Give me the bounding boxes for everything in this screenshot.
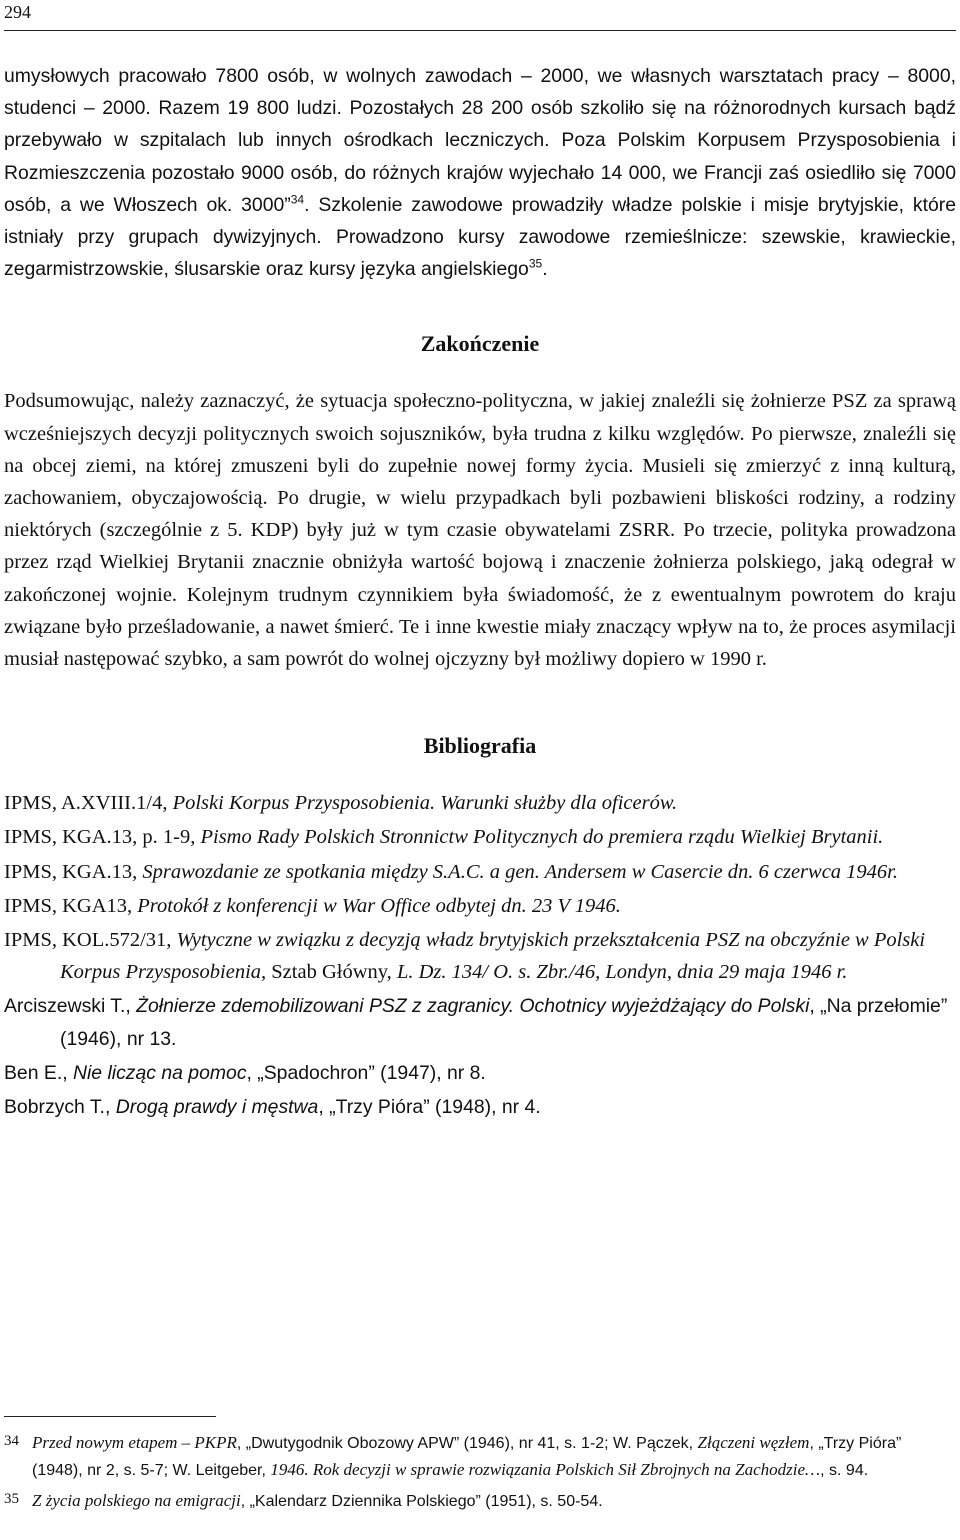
footnote-text: , „Kalendarz Dziennika Polskiego” (1951), s. 50-54. — [240, 1493, 603, 1510]
footnote-ref-34[interactable]: 34 — [290, 192, 305, 207]
entry-title: Sprawozdanie ze spotkania między S.A.C. a gen. Andersem w Casercie dn. 6 czerwca 1946r. — [142, 860, 898, 883]
bibliography-entry — [4, 924, 956, 988]
intro-text: umysłowych pracowało 7800 osób, w wolnych zawodach – 2000, we własnych warsztatach pracy – 8000, studenci – 2000. Razem 19 800 ludzi. Pozostałych 28 200 osób szkoliło się na różnorodnych kursach bądź przebywało w szpitalach lub innych ośrodkach leczniczych. Poza Polskim Korpusem Przysposobienia i Rozmieszczenia pozostało 9000 osób, do różnych krajów wyjechało 14 000, we Francji zaś osiedliło się 7000 osób, a we Włoszech ok. 3000” — [4, 65, 956, 216]
entry-prefix: Ben E., — [4, 1061, 73, 1084]
bibliography-entry — [4, 990, 956, 1054]
footnote-number: 35 — [4, 1491, 19, 1507]
bibliography-entry — [4, 821, 956, 853]
footnote-title: Z życia polskiego na emigracji — [32, 1491, 241, 1510]
entry-prefix: IPMS, A.XVIII.1/4, — [4, 792, 173, 815]
header-rule — [4, 30, 956, 31]
footnote-title: Przed nowym etapem – PKPR — [32, 1433, 237, 1452]
intro-text-2: . Szkolenie zawodowe prowadziły władze polskie i misje brytyjskie, które istniały przy grupach dywizyjnych. Prowadzono kursy zawodowe rzemieślnicze: szewskie, krawieckie, zegarmistrzowskie, ślusarskie oraz kursy języka angielskiego — [4, 193, 956, 281]
entry-title: Pismo Rady Polskich Stronnictw Politycznych do premiera rządu Wielkiej Brytanii. — [200, 826, 884, 849]
entry-prefix: IPMS, KOL.572/31, — [4, 929, 177, 952]
footnote-ref-35[interactable]: 35 — [528, 256, 543, 271]
footnote-text: , „Dwutygodnik Obozowy APW” (1946), nr 41, s. 1-2; W. Pączek, — [236, 1435, 698, 1452]
conclusion-heading: Zakończenie — [420, 331, 540, 357]
footnote-number: 34 — [4, 1433, 19, 1449]
footnote-text-3: , s. 94. — [820, 1462, 869, 1479]
entry-suffix: , „Na przełomie” (1946), nr 13. — [60, 995, 948, 1050]
entry-title: Drogą prawdy i męstwa — [115, 1096, 319, 1119]
footnote-separator — [4, 1416, 216, 1417]
intro-paragraph — [4, 60, 956, 285]
entry-prefix: Arciszewski T., — [4, 995, 137, 1018]
bibliography-entry — [4, 1091, 956, 1123]
bibliography-heading: Bibliografia — [423, 733, 537, 759]
entry-title: Polski Korpus Przysposobienia. Warunki służby dla oficerów. — [172, 792, 678, 815]
entry-prefix: IPMS, KGA.13, — [4, 860, 143, 883]
intro-text-3: . — [542, 258, 548, 281]
footnotes — [4, 1430, 952, 1519]
entry-middle: Sztab Główny, — [266, 961, 397, 984]
bibliography-entry — [4, 1057, 956, 1089]
entry-title-2: L. Dz. 134/ O. s. Zbr./46, Londyn, dnia 29 maja 1946 r. — [396, 961, 848, 984]
footnote-35 — [4, 1488, 952, 1515]
footnote-title-3: 1946. Rok decyzji w sprawie rozwiązania Polskich Sił Zbrojnych na Zachodzie… — [270, 1460, 821, 1479]
entry-title: Protokół z konferencji w War Office odbytej dn. 23 V 1946. — [137, 894, 621, 917]
entry-prefix: IPMS, KGA13, — [4, 894, 138, 917]
page-content — [4, 60, 956, 1125]
bibliography-list — [4, 787, 956, 1123]
entry-suffix: , „Trzy Pióra” (1948), nr 4. — [318, 1096, 541, 1119]
entry-title: Żołnierze zdemobilizowani PSZ z zagranicy. Ochotnicy wyjeżdżający do Polski — [136, 995, 810, 1018]
entry-prefix: IPMS, KGA.13, p. 1-9, — [4, 826, 201, 849]
bibliography-entry — [4, 890, 956, 922]
conclusion-paragraph: Podsumowując, należy zaznaczyć, że sytuacja społeczno-polityczna, w jakiej znaleźli się żołnierze PSZ za sprawą wcześniejszych decyzji politycznych swoich sojuszników, była trudna z kilku względów. Po pierwsze, znaleźli się na obcej ziemi, na której zmuszeni byli do zupełnie nowej formy życia. Musieli się zmierzyć z inną kulturą, zachowaniem, obyczajowością. Po drugie, w wielu przypadkach byli pozbawieni bliskości rodziny, a rodziny niektórych (szczególnie z 5. KDP) były już w tym czasie obywatelami ZSRR. Po trzecie, polityka prowadzona przez rząd Wielkiej Brytanii znacznie obniżyła wartość bojową i znaczenie żołnierza polskiego, jaką odegrał w zakończonej wojnie. Kolejnym trudnym czynnikiem była świadomość, że z ewentualnym powrotem do kraju związane było prześladowanie, a nawet śmierć. Te i inne kwestie miały znaczący wpływ na to, że proces asymilacji musiał następować szybko, a sam powrót do wolnej ojczyzny był możliwy dopiero w 1990 r. — [4, 390, 956, 671]
entry-prefix: Bobrzych T., — [4, 1096, 116, 1119]
bibliography-entry — [4, 787, 956, 819]
footnote-34 — [4, 1430, 952, 1484]
bibliography-entry — [4, 856, 956, 888]
entry-title: Wytyczne w związku z decyzją władz brytyjskich przekształcenia PSZ na obczyźnie w Polski Korpus Przysposobienia, — [60, 929, 926, 984]
page-number: 294 — [4, 2, 31, 22]
entry-suffix: , „Spadochron” (1947), nr 8. — [246, 1061, 486, 1084]
footnote-title-2: Złączeni węzłem — [697, 1433, 810, 1452]
entry-title: Nie licząc na pomoc — [73, 1061, 247, 1084]
footnote-text-2: , „Trzy Pióra” (1948), nr 2, s. 5-7; W. Leitgeber, — [32, 1435, 902, 1479]
